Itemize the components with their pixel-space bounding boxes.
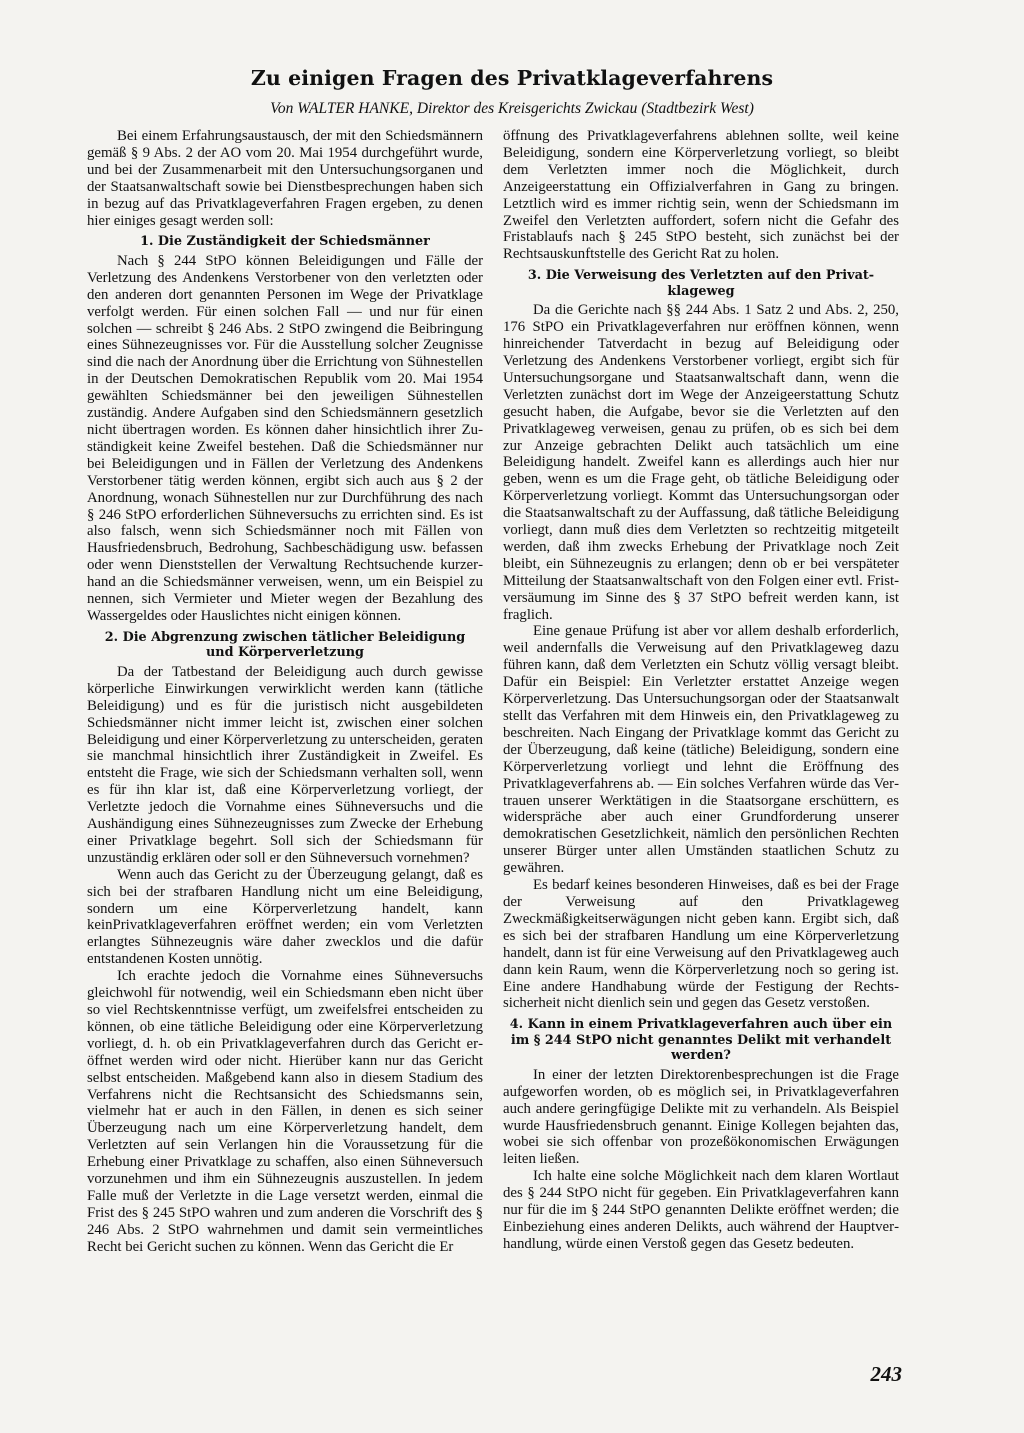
section-1-heading: 1. Die Zuständigkeit der Schiedsmänner [140,234,430,250]
section-3-paragraph-3: Es bedarf keines besonderen Hinweises, daß es bei der Frage der Verweisung auf den Privatklageweg Zweckmäßigkeitserwägungen nicht geben kann. Ergibt sich, daß es sich bei der strafbaren Handlung um eine Körperverletzung handelt, dann ist für eine Verweisung auf den Privatklageweg auch dann kein Raum, wenn die Körperverletzung noch so gering ist. Eine andere Handhabung würde der Festigung der Rechtssicherheit nicht dienlich sein und gegen das Gesetz verstoßen. [503,877,899,1012]
section-2-heading: 2. Die Abgrenzung zwischen tätlicher Beleidigung und Körperverletzung [104,629,466,661]
page-number: 243 [870,1362,902,1386]
section-3-paragraph-2: Eine genaue Prüfung ist aber vor allem deshalb erforderlich, weil andernfalls die Verweisung auf den Privatklageweg dazu führen kann, daß dem Verletzten ein Schutz völlig versagt bleibt. Dafür ein Beispiel: Ein Verletzter erstattet Anzeige wegen Körperverletzung. Das Untersuchungsorgan oder der Staatsanwalt stellt das Verfahren mit dem Hinweis ein, den Privatklageweg zu beschreiten. Nach Eingang der Privatklage kommt das Gericht zu der Überzeugung, daß keine (tätliche) Beleidigung, sondern eine Körperverletzung vorliegt und lehnt die Eröffnung des Privatklageverfahrens ab. — Ein solches Verfahren würde das Vertrauen unserer Werktätigen in die Staatsorgane erschüttern, es widerspräche aber auch einer Grundforderung unserer demokratischen Gesetzlichkeit, nämlich den persönlichen Rechten unserer Bürger unter allen Umständen staatlichen Schutz zu gewähren. [503,623,899,877]
section-4-heading: 4. Kann in einem Privatklageverfahren auch über ein im § 244 StPO nicht genanntes Delikt mit verhandelt werden? [509,1017,893,1064]
left-column [87,128,483,1256]
article-title: Zu einigen Fragen des Privatklageverfahrens [250,66,774,90]
section-2-paragraph-3: Ich erachte jedoch die Vornahme eines Sühneversuchs gleichwohl für notwendig, weil ein Schiedsmann eben nicht über so viel Rechtskenntnisse verfügt, um zweifelsfrei entscheiden zu können, ob eine tätliche Beleidigung oder eine Körperverletzung vorliegt, d. h. ob ein Privatklageverfahren durch das Gericht eröffnet werden wird oder nicht. Hierüber kann nur das Gericht selbst entscheiden. Maßgebend kann also in diesem Stadium des Verfahrens nicht die Rechtsansicht des Schiedsmanns sein, vielmehr hat er auch in den Fällen, in denen es sich seiner Überzeugung nach um eine Körperverletzung handelt, dem Verletzten auf sein Verlangen hin die Voraussetzung für die Erhebung einer Privatklage zu schaffen, also einen Sühneversuch vorzunehmen und ihm ein Sühnezeugnis auszustellen. In jedem Falle muß der Verletzte in die Lage versetzt werden, einmal die Frist des § 245 StPO wahren und zum anderen die Vorschrift des § 246 Abs. 2 StPO wahrnehmen und damit sein vermeintliches Recht bei Gericht suchen zu können. Wenn das Gericht die Er [87,968,483,1255]
section-1-paragraph-1: Nach § 244 StPO können Beleidigungen und Fälle der Verletzung des Andenkens Verstorbener von den verletzten oder den anderen dort genannten Personen im Wege der Privatklage verfolgt werden. Für einen solchen Fall — und nur für einen solchen — schreibt § 246 Abs. 2 StPO zwingend die Beibringung eines Sühnezeugnisses vor. Für die Ausstellung solcher Zeugnisse sind die nach der Anordnung über die Errichtung von Sühnestellen in der Deutschen Demokratischen Republik vom 20. Mai 1954 gewählten Schiedsmänner bei den jeweiligen Sühnestellen zuständig. Andere Aufgaben sind den Schiedsmännern gesetzlich nicht übertragen worden. Es können daher hinsichtlich ihrer Zuständigkeit keine Zweifel bestehen. Daß die Schiedsmänner nur bei Beleidigungen und in Fällen der Verletzung des Andenkens Verstorbener tätig werden können, ergibt sich auch aus § 2 der Anordnung, wonach Sühnestellen nur zur Durchführung des nach § 246 StPO erforderlichen Sühneversuchs zu errichten sind. Es ist also falsch, wenn sich Schiedsmänner noch mit Fällen von Hausfriedensbruch, Bedrohung, Sachbeschädigung usw. befassen oder wenn Dienststellen der Verwaltung Rechtsuchende kurzerhand an die Schiedsmänner verweisen, wenn, um ein Beispiel zu nennen, sich Vermieter und Mieter wegen der Bezahlung des Wassergeldes oder Hauslichtes nicht einigen können. [87,252,483,624]
continuation-paragraph: öffnung des Privatklageverfahrens ablehnen sollte, weil keine Beleidigung, sondern eine Körperverletzung vorliegt, so bleibt dem Verletzten immer noch die Möglichkeit, durch Anzeigeerstattung ein Offizialverfahren in Gang zu bringen. Letztlich wird es immer richtig sein, wenn der Schiedsmann im Zweifel den Verletzten auffordert, sofern nicht die Gefahr des Fristablaufs nach § 245 StPO besteht, sich zunächst bei der Rechtsauskunftstelle des Gericht Rat zu holen. [503,128,899,263]
intro-paragraph: Bei einem Erfahrungsaustausch, der mit den Schiedsmännern gemäß § 9 Abs. 2 der AO vom 20. Mai 1954 durchgeführt wurde, und bei der Zusammenarbeit mit den Untersuchungsorganen und der Staatsanwaltschaft sowie bei Dienstbesprechungen haben sich in bezug auf das Privatklageverfahren Fragen ergeben, zu denen hier einiges gesagt werden soll: [87,128,483,229]
section-3-heading: 3. Die Verweisung des Verletzten auf den Privatklageweg [527,268,875,299]
section-2-paragraph-2: Wenn auch das Gericht zu der Überzeugung gelangt, daß es sich bei der strafbaren Handlung nicht um eine Beleidigung, sondern um eine Körperverletzung handelt, kann keinPrivatklageverfahren eröffnet werden; ein vom Verletzten erlangtes Sühnezeugnis wäre daher zwecklos und die dafür entstandenen Kosten unnötig. [87,866,483,968]
section-4-paragraph-1: In einer der letzten Direktorenbesprechungen ist die Frage aufgeworfen worden, ob es möglich sei, in Privatklageverfahren auch andere geringfügige Delikte mit zu verhandeln. Als Beispiel wurde Hausfriedensbruch genannt. Einige Kollegen bejahten das, wobei sie sich offenbar von prozeßökonomischen Erwägungen leiten ließen. [503,1066,899,1168]
section-2-paragraph-1: Da der Tatbestand der Beleidigung auch durch gewisse körperliche Einwirkungen verwirklicht werden kann (tätliche Beleidigung) und es für die juristisch nicht ausgebildeten Schiedsmänner nicht immer leicht ist, zwischen einer solchen Beleidigung und einer Körperverletzung zu unterscheiden, geraten sie manchmal hinsichtlich ihrer Zuständigkeit in Zweifel. Es entsteht die Frage, wie sich der Schiedsmann verhalten soll, wenn es für ihn klar ist, daß eine Körperverletzung vorliegt, der Verletzte jedoch die Vornahme eines Sühneversuchs und die Aushändigung eines Sühnezeugnisses zum Zwecke der Erhebung einer Privatklage begehrt. Soll sich der Schiedsmann für unzuständig erklären oder soll er den Sühneversuch vornehmen? [87,663,483,866]
article-byline: Von WALTER HANKE, Direktor des Kreisgerichts Zwickau (Stadtbezirk West) [270,100,754,117]
section-4-paragraph-2: Ich halte eine solche Möglichkeit nach dem klaren Wortlaut des § 244 StPO nicht für gegeben. Ein Privatklageverfahren kann nur für die im § 244 StPO genannten Delikte eröffnet werden; die Einbeziehung eines anderen Delikts, auch während der Hauptverhandlung, würde einen Verstoß gegen das Gesetz bedeuten. [503,1168,899,1252]
right-column [503,128,899,1253]
section-3-paragraph-1: Da die Gerichte nach §§ 244 Abs. 1 Satz 2 und Abs. 2, 250, 176 StPO ein Privatklageverfahren nur eröffnen können, wenn hinreichender Tatverdacht in bezug auf Beleidigung oder Verletzung des Andenkens Verstorbener vorliegt, ergibt sich für Untersuchungsorgane und Staatsanwaltschaft dann, wenn die Verletzten zunächst dort im Wege der Anzeigeerstattung Schutz gesucht haben, die Aufgabe, bevor sie die Verletzten auf den Privatklageweg verweisen, genau zu prüfen, ob es sich bei dem zur Anzeige gebrachten Delikt auch tatsächlich um eine Beleidigung handelt. Zweifel kann es allerdings auch hier nur geben, wenn es um die Frage geht, ob tätliche Beleidigung oder Körperverletzung vorliegt. Kommt das Untersuchungsorgan oder die Staatsanwaltschaft zu der Auffassung, daß tätliche Beleidigung vorliegt, dann muß dies dem Verletzten so rechtzeitig mitgeteilt werden, daß ihm zwecks Erhebung der Privatklage noch Zeit bleibt, ein Sühnezeugnis zu erlangen; denn ob er bei verspäteter Mitteilung der Staatsanwaltschaft von den Folgen einer evtl. Fristversäumung im Sinne des § 37 StPO befreit werden kann, ist fraglich. [503,302,899,623]
